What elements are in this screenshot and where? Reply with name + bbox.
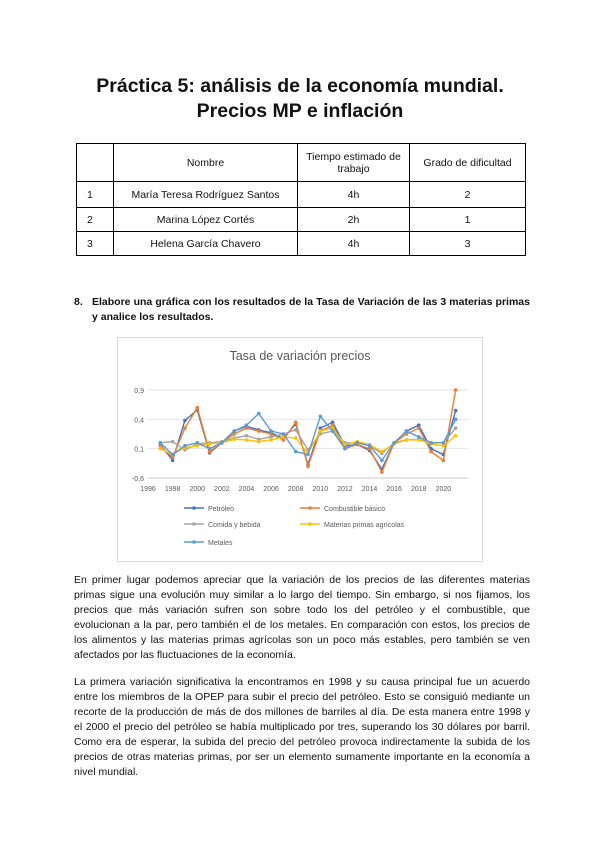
- data-point: [306, 453, 310, 457]
- legend-label: Metales: [208, 540, 233, 547]
- data-point: [454, 409, 458, 413]
- data-point: [355, 441, 359, 445]
- data-point: [417, 426, 421, 430]
- y-tick-label: 0,9: [134, 388, 144, 395]
- data-point: [269, 429, 273, 433]
- x-tick-label: 2012: [337, 486, 353, 493]
- data-point: [171, 440, 175, 444]
- data-point: [208, 442, 212, 446]
- data-point: [195, 406, 199, 410]
- question-text: Elabore una gráfica con los resultados de la Tasa de Variación de las 3 materias primas y analice los resultados.: [92, 296, 530, 323]
- data-point: [183, 426, 187, 430]
- data-point: [442, 441, 446, 445]
- row-grade: 2: [410, 182, 526, 208]
- table-row: [77, 208, 526, 232]
- chart-svg: [118, 338, 482, 561]
- data-point: [454, 418, 458, 422]
- data-point: [269, 438, 273, 442]
- row-grade: 3: [410, 232, 526, 256]
- data-point: [282, 432, 286, 436]
- row-time: 4h: [298, 182, 410, 208]
- data-point: [331, 429, 335, 433]
- table-header-row: [77, 144, 526, 182]
- header-cell-name: Nombre: [114, 144, 298, 182]
- data-point: [343, 447, 347, 451]
- title-line-2: Precios MP e inflación: [196, 100, 404, 122]
- data-point: [454, 426, 458, 430]
- table-row: [77, 182, 526, 208]
- data-point: [245, 423, 249, 427]
- question-number: 8.: [74, 296, 83, 308]
- y-tick-label: 0,1: [134, 446, 144, 454]
- data-point: [294, 420, 298, 424]
- x-tick-label: 2004: [238, 486, 255, 493]
- data-point: [417, 435, 421, 439]
- legend-marker: [192, 522, 196, 526]
- series-line: [160, 390, 455, 472]
- data-point: [368, 444, 372, 448]
- data-point: [442, 459, 446, 463]
- row-name: María Teresa Rodríguez Santos: [114, 182, 298, 208]
- data-point: [294, 436, 298, 440]
- data-point: [380, 450, 384, 454]
- data-point: [454, 388, 458, 392]
- data-point: [380, 459, 384, 463]
- x-tick-label: 2002: [214, 486, 230, 493]
- data-point: [245, 438, 249, 442]
- header-cell-grade: Grado de dificultad: [410, 144, 526, 182]
- paragraph-2: La primera variación significativa la encontramos en 1998 y su causa principal fue un acuerdo entre los miembros de la OPEP para subir el precio del petróleo. Esto se consiguió mediante un recorte de la producción de más de dos millones de barriles al día. De esta manera entre 1998 y el 2000 el precio del petróleo se había multiplicado por tres, superando los 30 dólares por barril. Como era de esperar, la subida del precio del petróleo provoca indirectamente la subida de los precios de otras materias primas, por ser un elemento sumamente importante en la economía a nivel mundial.: [74, 676, 530, 778]
- row-grade: 1: [410, 208, 526, 232]
- x-tick-label: 2020: [435, 486, 452, 493]
- title-line-1: Práctica 5: análisis de la economía mundial.: [96, 75, 504, 97]
- legend-marker: [308, 522, 312, 526]
- x-tick-label: 2018: [410, 486, 427, 493]
- row-time: 4h: [298, 232, 410, 256]
- row-name: Marina López Cortés: [114, 208, 298, 232]
- data-point: [159, 441, 163, 445]
- row-name: Helena García Chavero: [114, 232, 298, 256]
- data-point: [232, 429, 236, 433]
- data-point: [294, 428, 298, 432]
- y-tick-label: 0,4: [134, 417, 144, 425]
- legend-label: Combustible básico: [324, 506, 386, 513]
- data-point: [319, 429, 323, 433]
- row-time: 2h: [298, 208, 410, 232]
- x-tick-label: 1998: [164, 486, 181, 493]
- row-index: 1: [77, 182, 114, 208]
- x-tick-label: 2014: [361, 486, 378, 493]
- data-point: [257, 429, 261, 433]
- header-cell-time: Tiempo estimado de trabajo: [298, 144, 410, 182]
- header-cell-index: [77, 144, 114, 182]
- data-point: [183, 444, 187, 448]
- data-point: [392, 441, 396, 445]
- data-point: [245, 434, 249, 438]
- chart-title: Tasa de variación precios: [229, 349, 371, 363]
- y-tick-label: -0,6: [131, 476, 144, 483]
- row-index: 2: [77, 208, 114, 232]
- data-point: [183, 419, 187, 423]
- data-point: [171, 453, 175, 457]
- legend-label: Petróleo: [208, 506, 235, 513]
- data-point: [208, 447, 212, 451]
- x-tick-label: 2010: [312, 486, 329, 493]
- data-point: [159, 447, 163, 451]
- paragraph-1: En primer lugar podemos apreciar que la variación de los precios de las diferentes materias primas sigue una evolución muy similar a lo largo del tiempo. Sin embargo, si nos fijamos, los precios que más variación sufren son sobre todo los del petróleo y el combustible, que evolucionan a la par, pero también el de los metales. En comparación con estos, los precios de los alimentos y las materias primas agrícolas son un poco más estables, pero también se ven afectados por las fluctuaciones de la economía.: [74, 574, 530, 661]
- row-index: 3: [77, 232, 114, 256]
- legend-label: Comida y bebida: [208, 522, 261, 529]
- data-point: [405, 429, 409, 433]
- x-tick-label: 2016: [386, 486, 402, 493]
- legend-marker: [192, 540, 196, 544]
- data-point: [257, 412, 261, 416]
- data-point: [195, 441, 199, 445]
- data-point: [257, 440, 261, 444]
- legend-marker: [192, 506, 196, 510]
- data-point: [319, 415, 323, 419]
- data-point: [380, 470, 384, 474]
- page-title: [0, 74, 600, 124]
- data-point: [405, 438, 409, 442]
- legend-marker: [308, 506, 312, 510]
- line-chart: [117, 337, 483, 562]
- data-point: [232, 437, 236, 441]
- data-point: [429, 450, 433, 454]
- data-point: [294, 450, 298, 454]
- x-tick-label: 2008: [287, 486, 304, 493]
- table-row: [77, 232, 526, 256]
- data-point: [220, 441, 224, 445]
- legend-label: Materias primas agrícolas: [324, 522, 405, 529]
- data-point: [306, 464, 310, 468]
- x-tick-label: 2000: [189, 486, 206, 493]
- members-table: [76, 143, 526, 256]
- data-point: [429, 441, 433, 445]
- x-tick-label: 2006: [263, 486, 279, 493]
- x-tick-label: 1996: [140, 486, 156, 493]
- data-point: [454, 434, 458, 438]
